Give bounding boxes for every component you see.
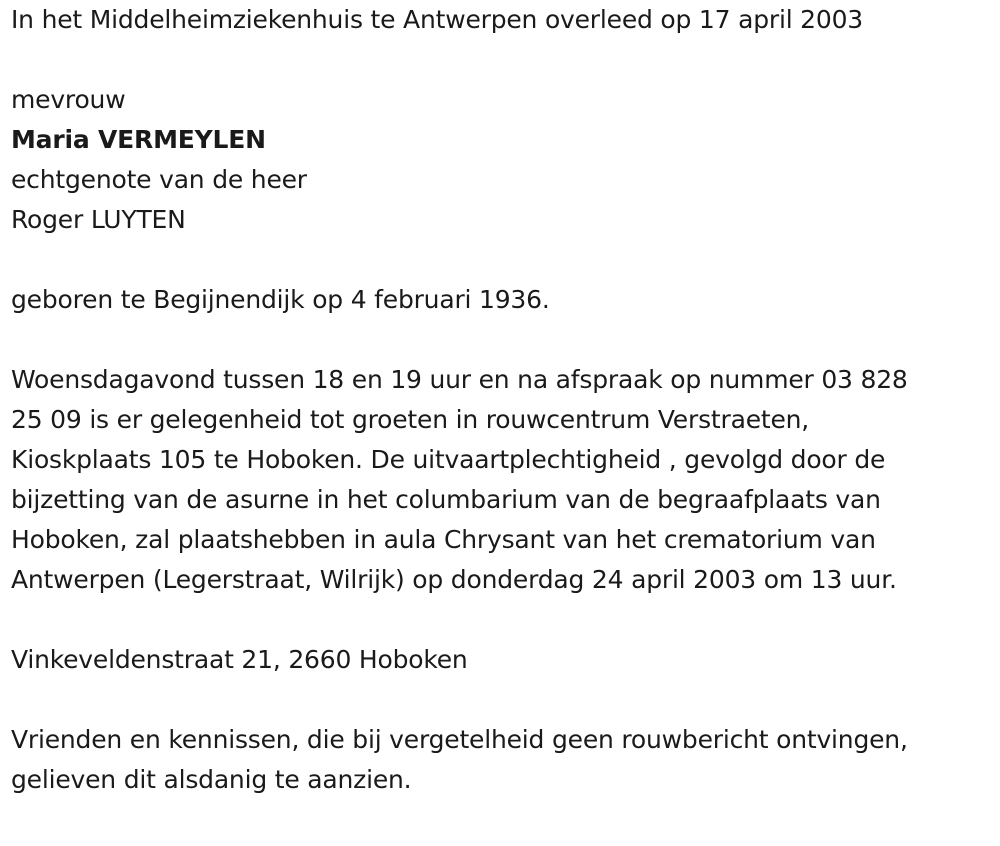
salutation: mevrouw [11, 85, 126, 114]
arrangements-line: Woensdagavond tussen 18 en 19 uur en na afspraak op nummer 03 828 [11, 365, 908, 394]
arrangements-line: 25 09 is er gelegenheid tot groeten in rouwcentrum Verstraeten, [11, 405, 810, 434]
address-line: Vinkeveldenstraat 21, 2660 Hoboken [11, 645, 468, 674]
deceased-name: Maria VERMEYLEN [11, 125, 266, 154]
spacer [11, 240, 991, 280]
arrangements-line: Kioskplaats 105 te Hoboken. De uitvaartplechtigheid , gevolgd door de [11, 445, 886, 474]
death-notice [11, 0, 991, 800]
spacer [11, 680, 991, 720]
spacer [11, 40, 991, 80]
closing-line: Vrienden en kennissen, die bij vergetelheid geen rouwbericht ontvingen, [11, 725, 908, 754]
intro-line: In het Middelheimziekenhuis te Antwerpen overleed op 17 april 2003 [11, 5, 864, 34]
birth-line: geboren te Begijnendijk op 4 februari 1936. [11, 285, 550, 314]
arrangements-line: Antwerpen (Legerstraat, Wilrijk) op donderdag 24 april 2003 om 13 uur. [11, 565, 897, 594]
closing-paragraph [11, 720, 991, 800]
spouse-name: Roger LUYTEN [11, 205, 186, 234]
arrangements-line: bijzetting van de asurne in het columbarium van de begraafplaats van [11, 485, 881, 514]
arrangements-line: Hoboken, zal plaatshebben in aula Chrysant van het crematorium van [11, 525, 876, 554]
spacer [11, 600, 991, 640]
closing-line: gelieven dit alsdanig te aanzien. [11, 765, 412, 794]
relation-line: echtgenote van de heer [11, 165, 307, 194]
spacer [11, 320, 991, 360]
arrangements-paragraph [11, 360, 991, 600]
